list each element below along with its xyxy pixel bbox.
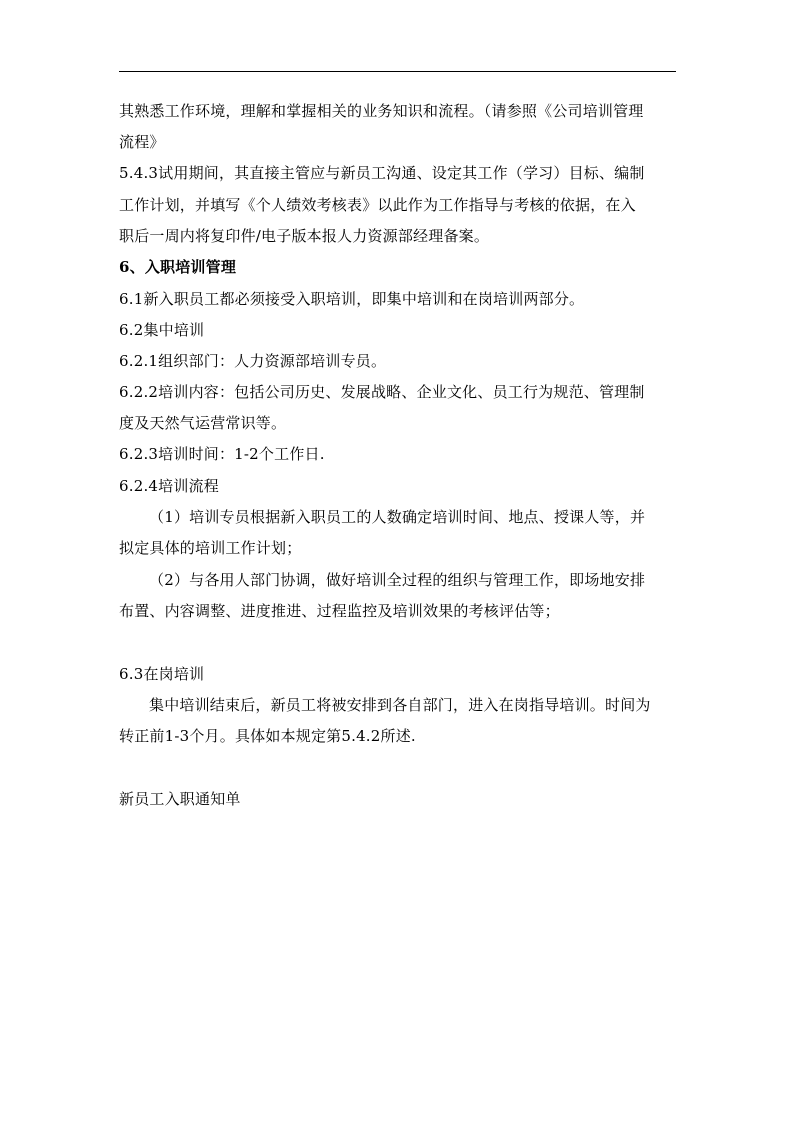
body-line: （2）与各用人部门协调，做好培训全过程的组织与管理工作，即场地安排 [149, 571, 646, 589]
body-line: 新员工入职通知单 [119, 790, 241, 808]
body-line: 6.1新入职员工都必须接受入职培训，即集中培训和在岗培训两部分。 [119, 290, 585, 308]
body-line: 6.2集中培训 [119, 321, 205, 339]
body-line: 流程》 [119, 133, 165, 151]
body-line: 5.4.3试用期间，其直接主管应与新员工沟通、设定其工作（学习）目标、编制 [119, 164, 645, 182]
body-line: 职后一周内将复印件/电子版本报人力资源部经理备案。 [119, 227, 490, 245]
body-line: 度及天然气运营常识等。 [119, 414, 287, 432]
body-line: 其熟悉工作环境，理解和掌握相关的业务知识和流程。（请参照《公司培训管理 [119, 102, 644, 120]
body-line: （1）培训专员根据新入职员工的人数确定培训时间、地点、授课人等，并 [149, 508, 646, 526]
section-heading: 6、入职培训管理 [119, 258, 237, 276]
body-line: 布置、内容调整、进度推进、过程监控及培训效果的考核评估等； [119, 602, 560, 620]
body-line: 转正前1-3个月。具体如本规定第5.4.2所述. [119, 727, 416, 745]
body-line: 6.2.1组织部门：人力资源部培训专员。 [119, 352, 387, 370]
body-line: 6.3在岗培训 [119, 665, 205, 683]
body-line: 集中培训结束后，新员工将被安排到各自部门，进入在岗指导培训。时间为 [149, 696, 651, 714]
body-line: 6.2.3培训时间：1-2个工作日. [119, 445, 325, 463]
body-line: 6.2.2培训内容：包括公司历史、发展战略、企业文化、员工行为规范、管理制 [119, 383, 645, 401]
body-line: 6.2.4培训流程 [119, 477, 219, 495]
body-line: 拟定具体的培训工作计划； [119, 539, 302, 557]
body-line: 工作计划，并填写《个人绩效考核表》以此作为工作指导与考核的依据，在入 [119, 196, 636, 214]
header-rule [119, 71, 676, 72]
